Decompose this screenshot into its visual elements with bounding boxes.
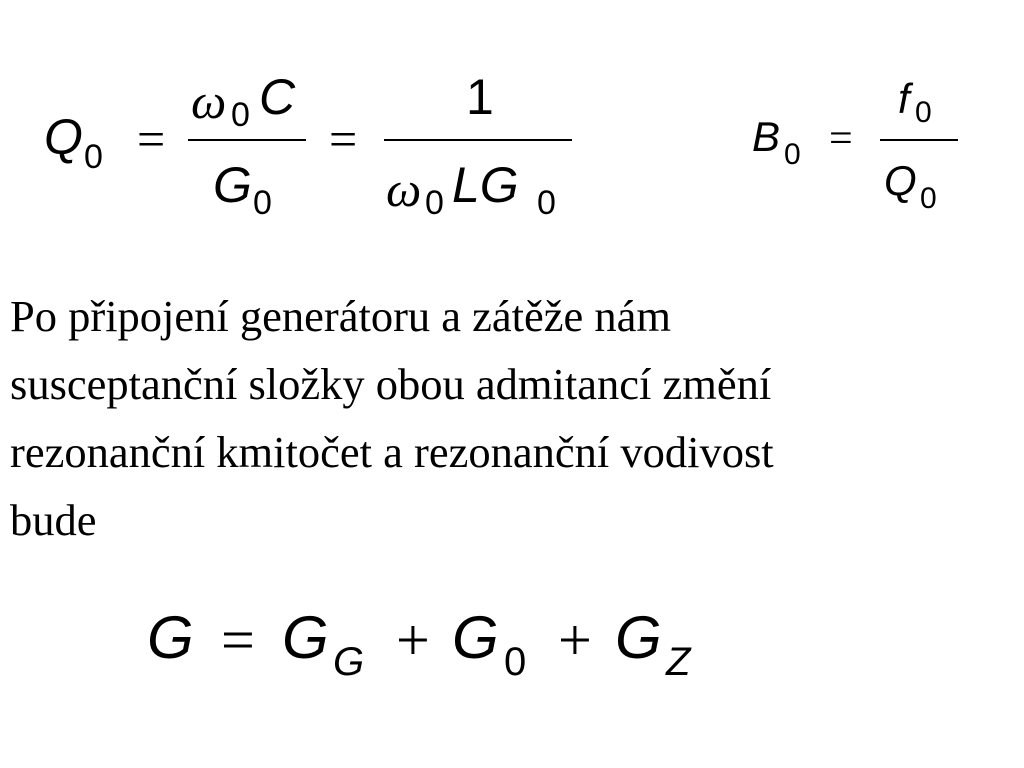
paragraph-line: bude [10,495,97,545]
paragraph-line: rezonanční kmitočet a rezonanční vodivost [10,427,774,477]
g-generator-symbol: G [282,604,329,671]
g-load-subscript: Z [666,640,691,684]
omega-symbol: ω [191,73,227,129]
equals-sign: = [221,607,255,673]
capacitance-symbol: C [259,69,296,125]
frequency-symbol: f [898,75,910,122]
omega-subscript: 0 [231,96,250,134]
fraction-bar [188,139,306,141]
q0-subscript: 0 [84,138,103,176]
plus-sign: + [396,607,430,673]
conductance-subscript: 0 [253,184,272,222]
fraction-bar [880,139,958,141]
q0-symbol: Q [44,109,83,165]
conductance-subscript: 0 [537,184,556,222]
conductance-symbol: G [213,157,252,213]
paragraph-line: susceptanční složky obou admitancí změní [10,359,772,409]
equals-sign: = [829,116,853,162]
b0-subscript: 0 [784,138,801,171]
fraction-bar [384,139,572,141]
b0-symbol: B [752,113,781,160]
inductance-conductance-symbols: LG [452,157,519,213]
q-subscript: 0 [920,182,937,215]
omega-subscript: 0 [425,184,444,222]
equals-sign: = [329,111,358,167]
q-symbol: Q [884,157,917,204]
omega-symbol: ω [386,161,422,217]
g-generator-subscript: G [333,640,365,684]
equals-sign: = [137,111,166,167]
g-resonant-symbol: G [452,604,499,671]
numerator-one: 1 [466,69,494,125]
paragraph-line: Po připojení generátoru a zátěže nám [10,291,672,341]
body-paragraph [10,282,1015,554]
plus-sign: + [558,607,592,673]
frequency-subscript: 0 [915,96,932,129]
g-load-symbol: G [615,604,662,671]
g-resonant-subscript: 0 [504,640,527,684]
g-symbol: G [147,604,194,671]
